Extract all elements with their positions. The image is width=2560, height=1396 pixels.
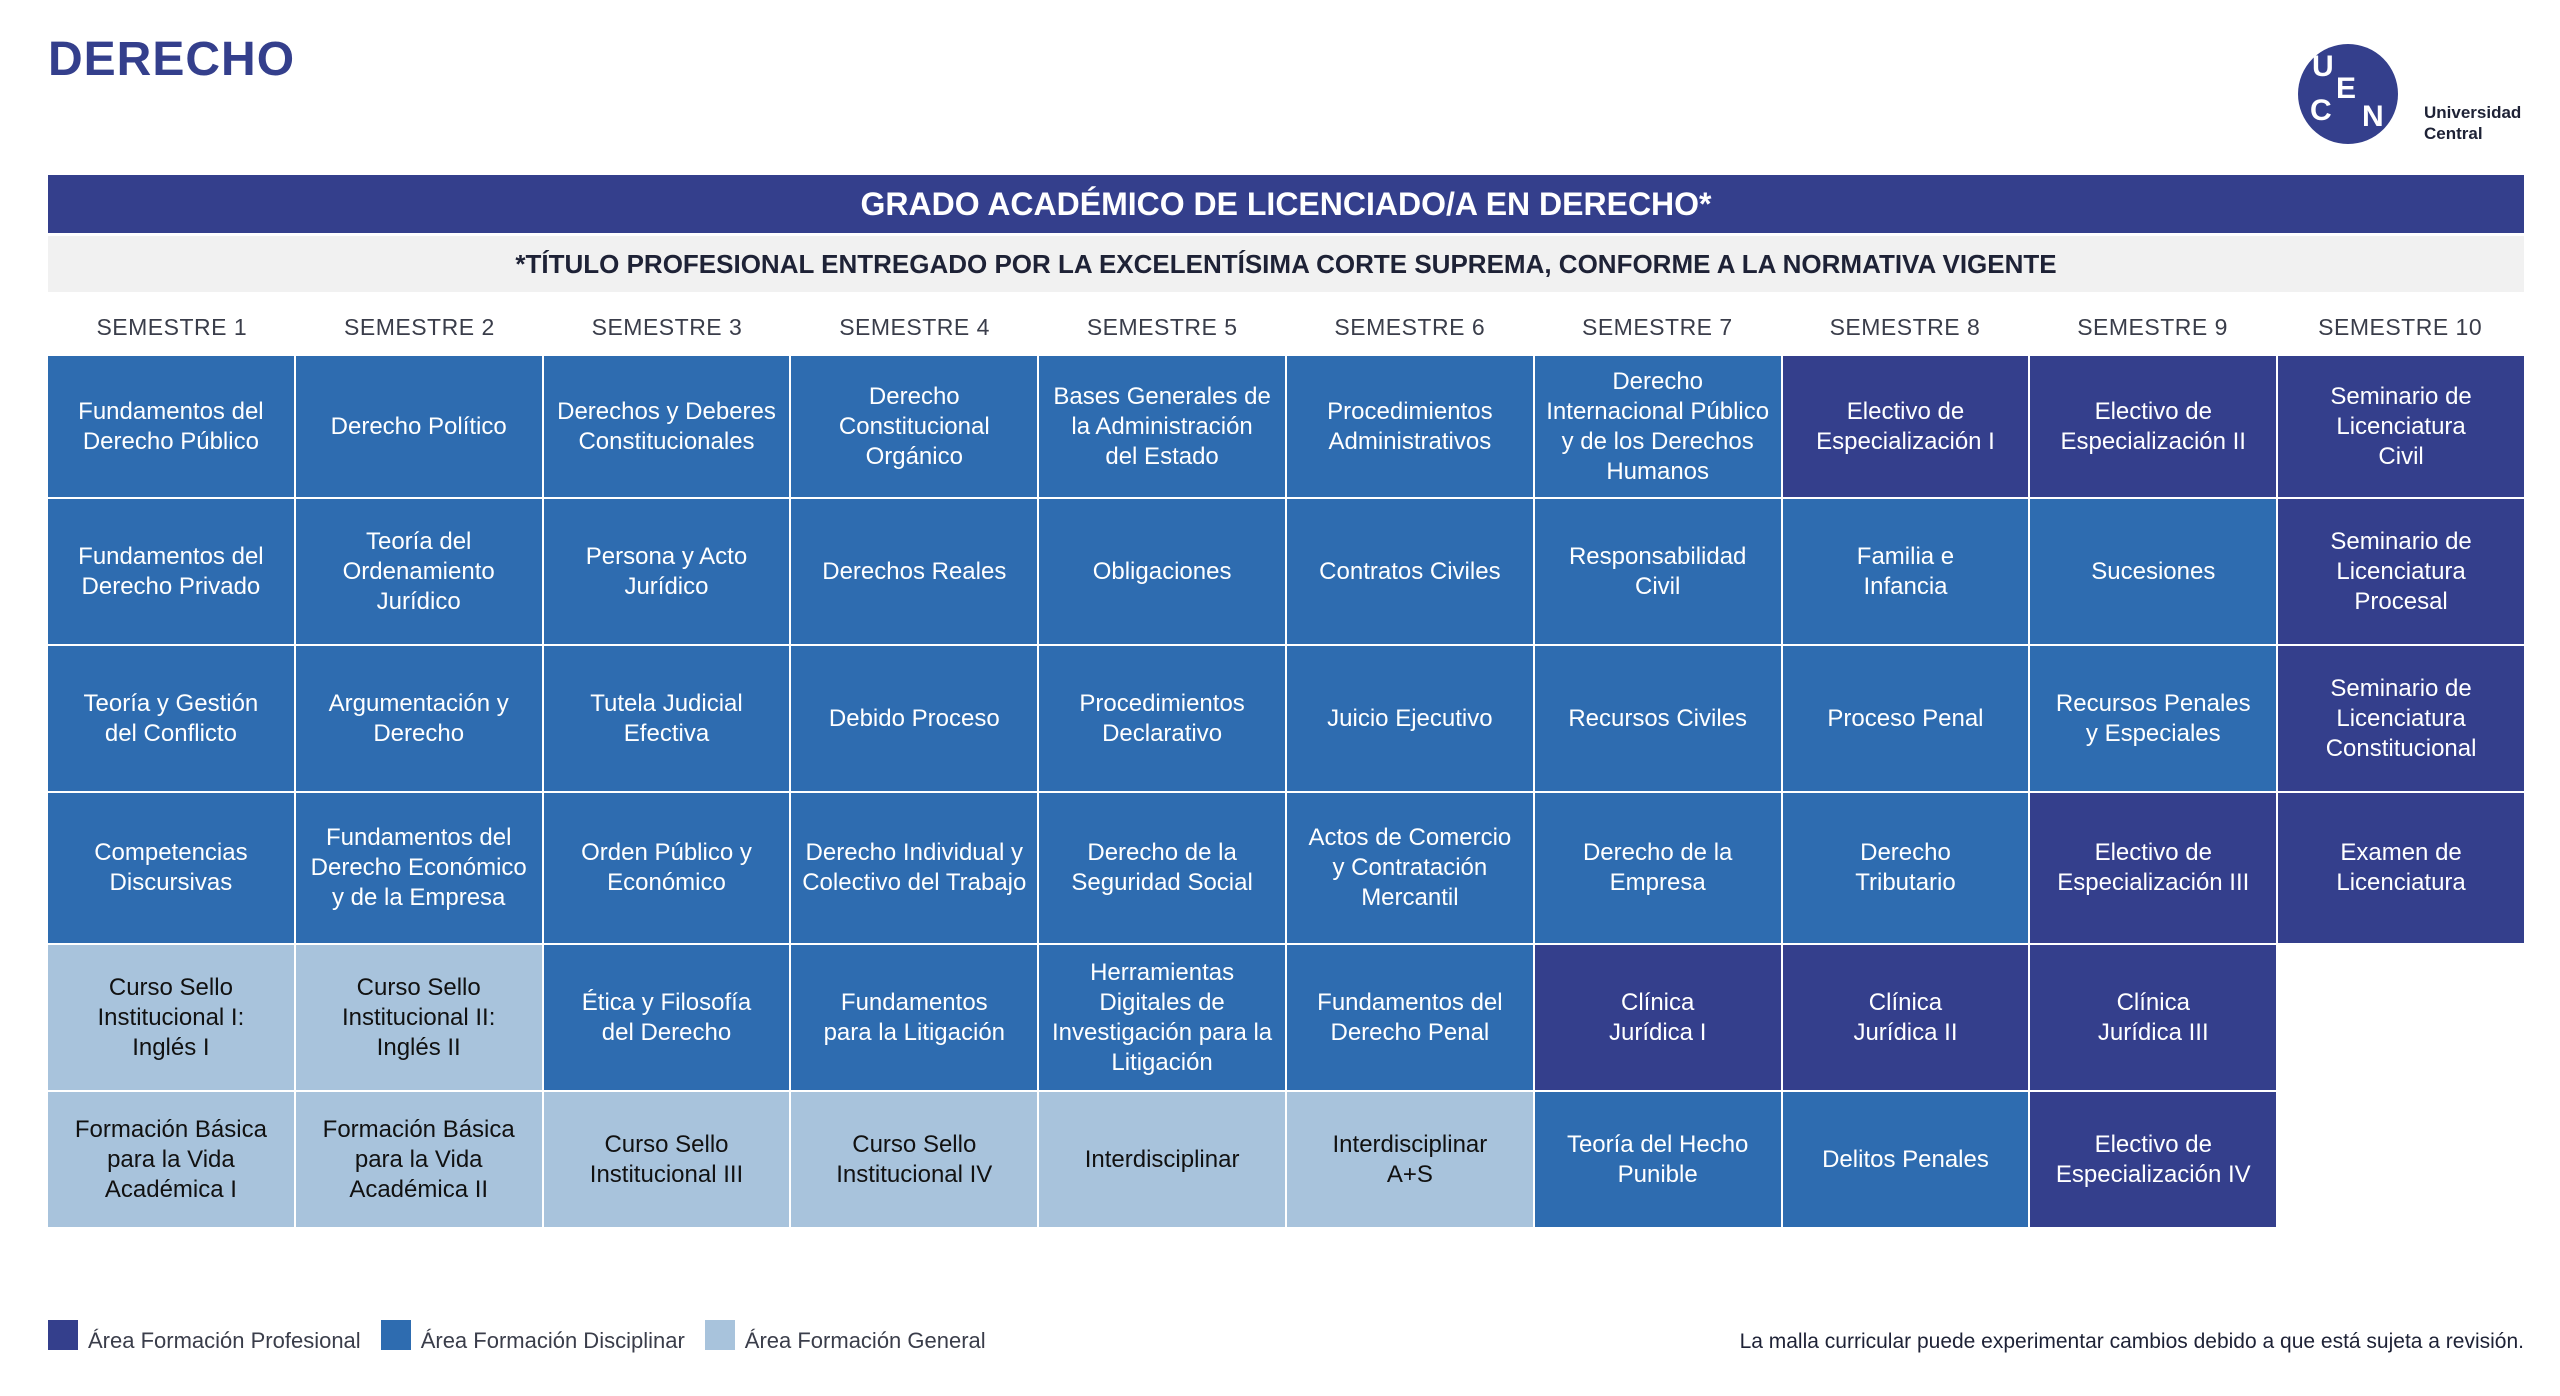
course-cell: Seminario de Licenciatura Procesal xyxy=(2278,499,2524,644)
degree-banner: GRADO ACADÉMICO DE LICENCIADO/A EN DERECHO* xyxy=(48,175,2524,233)
course-row xyxy=(48,356,2524,497)
course-cell: Electivo de Especialización III xyxy=(2030,793,2276,943)
semester-header: SEMESTRE 4 xyxy=(839,313,990,340)
course-cell: Electivo de Especialización II xyxy=(2030,356,2276,497)
course-cell: Curso Sello Institucional I: Inglés I xyxy=(48,945,294,1090)
legend-label: Área Formación General xyxy=(744,1328,986,1353)
course-cell: Derechos y Deberes Constitucionales xyxy=(544,356,790,497)
legend-item xyxy=(381,1326,685,1356)
semester-header: SEMESTRE 5 xyxy=(1086,313,1238,340)
semester-header: SEMESTRE 8 xyxy=(1829,313,1981,340)
course-cell: Derecho Internacional Público y de los Derechos Humanos xyxy=(1535,356,1781,497)
course-cell: Proceso Penal xyxy=(1783,646,2029,791)
logo-letter: U xyxy=(2312,50,2334,83)
course-cell: Orden Público y Económico xyxy=(544,793,790,943)
legend-item xyxy=(705,1326,986,1356)
course-cell: Actos de Comercio y Contratación Mercantil xyxy=(1287,793,1533,943)
course-rows xyxy=(48,356,2524,1227)
course-cell: Formación Básica para la Vida Académica I xyxy=(48,1092,294,1227)
course-row xyxy=(48,945,2524,1090)
logo-letter: E xyxy=(2336,72,2357,105)
semester-header: SEMESTRE 9 xyxy=(2077,313,2228,340)
course-cell: Obligaciones xyxy=(1039,499,1285,644)
course-cell: Electivo de Especialización IV xyxy=(2030,1092,2276,1227)
degree-subbanner: *TÍTULO PROFESIONAL ENTREGADO POR LA EXCELENTÍSIMA CORTE SUPREMA, CONFORME A LA NORMATIVA VIGENTE xyxy=(48,236,2524,292)
course-row xyxy=(48,1092,2524,1227)
course-cell: Curso Sello Institucional III xyxy=(544,1092,790,1227)
course-cell: Procedimientos Administrativos xyxy=(1287,356,1533,497)
course-cell: Juicio Ejecutivo xyxy=(1287,646,1533,791)
course-cell: Derecho Individual y Colectivo del Trabajo xyxy=(791,793,1037,943)
course-cell: Interdisciplinar xyxy=(1039,1092,1285,1227)
legend-label: Área Formación Disciplinar xyxy=(420,1328,685,1353)
course-cell: Debido Proceso xyxy=(791,646,1037,791)
empty-cell xyxy=(2278,945,2524,1090)
semester-header: SEMESTRE 10 xyxy=(2318,313,2483,340)
logo-circle xyxy=(2298,44,2398,144)
curriculum-grid xyxy=(48,298,2524,1227)
page-title: DERECHO xyxy=(48,33,296,86)
course-cell: Interdisciplinar A+S xyxy=(1287,1092,1533,1227)
course-cell: Competencias Discursivas xyxy=(48,793,294,943)
course-cell: Bases Generales de la Administración del Estado xyxy=(1039,356,1285,497)
course-cell: Ética y Filosofía del Derecho xyxy=(544,945,790,1090)
course-cell: Sucesiones xyxy=(2030,499,2276,644)
semester-header: SEMESTRE 6 xyxy=(1334,313,1486,340)
course-cell: Derecho de la Seguridad Social xyxy=(1039,793,1285,943)
course-cell: Derecho de la Empresa xyxy=(1535,793,1781,943)
course-cell: Formación Básica para la Vida Académica II xyxy=(296,1092,542,1227)
course-cell: Seminario de Licenciatura Civil xyxy=(2278,356,2524,497)
course-row xyxy=(48,646,2524,791)
course-cell: Argumentación y Derecho xyxy=(296,646,542,791)
course-cell: Teoría del Hecho Punible xyxy=(1535,1092,1781,1227)
course-cell: Derecho Tributario xyxy=(1783,793,2029,943)
course-cell: Contratos Civiles xyxy=(1287,499,1533,644)
course-cell: Tutela Judicial Efectiva xyxy=(544,646,790,791)
semester-header-row xyxy=(48,298,2524,356)
course-cell: Clínica Jurídica II xyxy=(1783,945,2029,1090)
course-cell: Curso Sello Institucional II: Inglés II xyxy=(296,945,542,1090)
logo-line-2: Central xyxy=(2424,124,2483,143)
semester-header: SEMESTRE 1 xyxy=(96,313,248,340)
empty-cell xyxy=(2278,1092,2524,1227)
legend-swatch xyxy=(381,1320,411,1350)
course-cell: Derecho Constitucional Orgánico xyxy=(791,356,1037,497)
revision-note: La malla curricular puede experimentar cambios debido a que está sujeta a revisión. xyxy=(1739,1330,2524,1353)
course-cell: Delitos Penales xyxy=(1783,1092,2029,1227)
logo-line-1: Universidad xyxy=(2424,103,2522,122)
semester-header: SEMESTRE 7 xyxy=(1582,313,1733,340)
legend-item xyxy=(48,1326,361,1356)
course-cell: Fundamentos del Derecho Privado xyxy=(48,499,294,644)
course-cell: Fundamentos del Derecho Económico y de la Empresa xyxy=(296,793,542,943)
course-cell: Familia e Infancia xyxy=(1783,499,2029,644)
course-cell: Recursos Penales y Especiales xyxy=(2030,646,2276,791)
course-row xyxy=(48,499,2524,644)
course-cell: Examen de Licenciatura xyxy=(2278,793,2524,943)
legend xyxy=(48,1326,1006,1356)
course-cell: Procedimientos Declarativo xyxy=(1039,646,1285,791)
legend-swatch xyxy=(705,1320,735,1350)
course-cell: Teoría y Gestión del Conflicto xyxy=(48,646,294,791)
course-cell: Derechos Reales xyxy=(791,499,1037,644)
course-cell: Clínica Jurídica I xyxy=(1535,945,1781,1090)
legend-swatch xyxy=(48,1320,78,1350)
course-cell: Persona y Acto Jurídico xyxy=(544,499,790,644)
university-logo xyxy=(2298,44,2528,148)
course-cell: Fundamentos del Derecho Público xyxy=(48,356,294,497)
course-cell: Fundamentos para la Litigación xyxy=(791,945,1037,1090)
course-cell: Electivo de Especialización I xyxy=(1783,356,2029,497)
course-cell: Curso Sello Institucional IV xyxy=(791,1092,1037,1227)
course-cell: Recursos Civiles xyxy=(1535,646,1781,791)
course-cell: Herramientas Digitales de Investigación para la Litigación xyxy=(1039,945,1285,1090)
logo-text xyxy=(2424,102,2521,144)
semester-header: SEMESTRE 2 xyxy=(344,313,495,340)
logo-letter: N xyxy=(2362,100,2384,133)
course-cell: Teoría del Ordenamiento Jurídico xyxy=(296,499,542,644)
course-cell: Clínica Jurídica III xyxy=(2030,945,2276,1090)
logo-letter: C xyxy=(2310,94,2332,127)
legend-label: Área Formación Profesional xyxy=(88,1328,361,1353)
course-cell: Seminario de Licenciatura Constitucional xyxy=(2278,646,2524,791)
course-cell: Derecho Político xyxy=(296,356,542,497)
course-cell: Responsabilidad Civil xyxy=(1535,499,1781,644)
course-cell: Fundamentos del Derecho Penal xyxy=(1287,945,1533,1090)
semester-header: SEMESTRE 3 xyxy=(591,313,743,340)
course-row xyxy=(48,793,2524,943)
